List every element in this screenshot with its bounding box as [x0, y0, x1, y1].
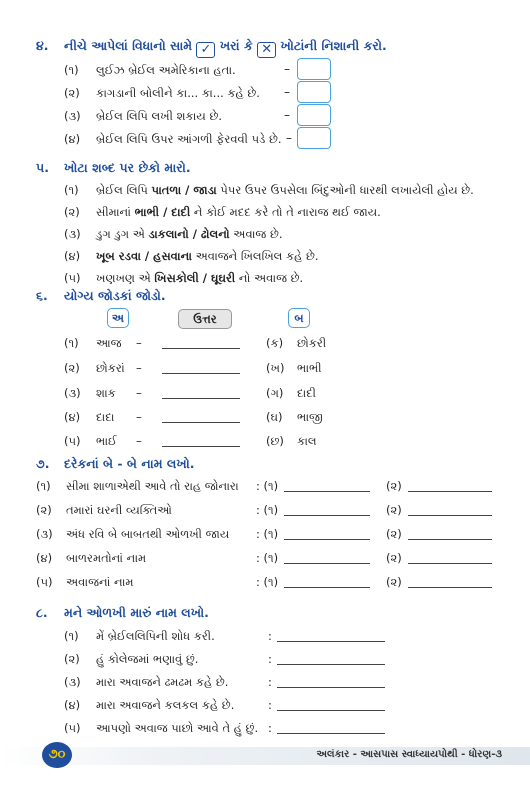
item-number: (૧) — [64, 63, 79, 77]
sentence — [96, 271, 303, 286]
word-choice[interactable]: ખૂબ રડવા / હસવાના — [96, 249, 192, 263]
answer-1-line[interactable] — [284, 563, 370, 564]
option-letter: (ક) — [266, 336, 284, 350]
sentence-prefix: સીમાનાં — [96, 205, 135, 219]
dash: – — [286, 131, 292, 145]
true-false-answer-box[interactable] — [297, 127, 331, 149]
sentence-suffix: પેપર ઉપર ઉપસેલા બિંદુઓની ધારથી લખાયેલી હોય છે. — [216, 183, 474, 197]
sentence — [96, 227, 283, 242]
answer-line[interactable] — [162, 348, 240, 349]
item-number: (૨) — [64, 652, 80, 666]
answer-line[interactable] — [162, 422, 240, 423]
true-false-answer-box[interactable] — [297, 81, 331, 103]
word-choice[interactable]: ભાભી / દાદી — [134, 205, 191, 219]
colon: : — [268, 721, 272, 735]
answer-2-line[interactable] — [408, 563, 492, 564]
answer-1-line[interactable] — [284, 587, 370, 588]
match-left-word: દાદા — [96, 410, 115, 424]
clue-text: આપણો અવાજ પાછો આવે તે હું છું. — [96, 721, 259, 735]
item-number: (૧) — [64, 336, 79, 350]
item-number: (૫) — [64, 271, 81, 285]
answer-line[interactable] — [162, 373, 240, 374]
item-number: (૨) — [64, 361, 80, 375]
match-right-word: ભાજી — [297, 410, 323, 424]
section-5-heading: ૫. ખોટા શબ્દ પર છેકો મારો. — [36, 160, 191, 175]
answer-line[interactable] — [277, 733, 385, 734]
sentence-prefix: ખણખણ એ — [96, 271, 155, 285]
dash: – — [136, 410, 142, 424]
prompt-text: અવાજનાં નામ — [66, 575, 134, 589]
sentence-suffix: અવાજ છે. — [229, 227, 283, 241]
word-choice[interactable]: ડાકલાનો / ઢોલનો — [148, 227, 230, 241]
answer-2-line[interactable] — [408, 491, 492, 492]
match-left-word: છોકરાં — [96, 361, 125, 375]
item-number: (૧) — [36, 479, 51, 493]
colon: : — [268, 698, 272, 712]
answer-2-label: (૨) — [386, 503, 402, 517]
answer-2-label: (૨) — [386, 575, 402, 589]
answer-line[interactable] — [277, 687, 385, 688]
sentence — [96, 249, 319, 264]
item-number: (૩) — [64, 386, 81, 400]
colon: : — [268, 629, 272, 643]
clue-text: મેં બ્રેઈલલિપિની શોધ કરી. — [96, 629, 215, 643]
item-number: (૨) — [36, 503, 52, 517]
match-left-word: ભાઈ — [96, 434, 117, 448]
clue-text: હું કોલેજમાં ભણાવું છું. — [96, 652, 199, 666]
column-answer-label: ઉત્તર — [178, 309, 232, 329]
answer-1-line[interactable] — [284, 515, 370, 516]
answer-1-line[interactable] — [284, 491, 370, 492]
match-left-word: શાક — [96, 386, 116, 400]
answer-2-line[interactable] — [408, 539, 492, 540]
answer-1-label: : (૧) — [256, 575, 279, 589]
sentence — [96, 183, 474, 198]
item-number: (૨) — [64, 205, 80, 219]
prompt-text: તમારાં ઘરની વ્યક્તિઓ — [66, 503, 172, 517]
answer-line[interactable] — [277, 641, 385, 642]
clue-text: મારા અવાજને કલકલ કહે છે. — [96, 698, 235, 712]
dash: – — [136, 361, 142, 375]
section-6-heading: ૬. યોગ્ય જોડકાં જોડો. — [36, 288, 166, 303]
dash: – — [284, 85, 290, 99]
dash: – — [136, 434, 142, 448]
answer-1-label: : (૧) — [256, 503, 279, 517]
answer-2-label: (૨) — [386, 527, 402, 541]
sentence-suffix: ને કોઈ મદદ કરે તો તે નારાજ થઈ જાય. — [190, 205, 381, 219]
true-false-answer-box[interactable] — [297, 104, 331, 126]
item-number: (૪) — [64, 410, 81, 424]
item-number: (૪) — [64, 132, 81, 146]
clue-text: મારા અવાજને ઢમઢમ કહે છે. — [96, 675, 229, 689]
item-number: (૫) — [64, 721, 81, 735]
answer-2-line[interactable] — [408, 515, 492, 516]
statement-text: કાગડાની બોલીને કા... કા... કહે છે. — [96, 86, 260, 100]
answer-line[interactable] — [277, 710, 385, 711]
page-number-badge: ૭૦ — [42, 742, 72, 768]
dash: – — [136, 336, 142, 350]
answer-line[interactable] — [162, 446, 240, 447]
item-number: (૫) — [64, 434, 81, 448]
word-choice[interactable]: પાતળા / જાડા — [151, 183, 217, 197]
book-title: અલંકાર - આસપાસ સ્વાધ્યાયપોથી - ધોરણ-૩ — [316, 749, 502, 760]
answer-2-label: (૨) — [386, 551, 402, 565]
tick-icon: ✓ — [196, 42, 215, 58]
column-a-label: અ — [107, 308, 129, 328]
prompt-text: અંધ રવિ બે બાબતથી ઓળખી જાય — [66, 527, 230, 541]
match-left-word: આજ — [96, 336, 122, 350]
item-number: (૩) — [64, 227, 81, 241]
item-number: (૨) — [64, 86, 80, 100]
page-footer — [0, 742, 530, 770]
section-number: ૪. — [36, 38, 49, 53]
option-letter: (ખ) — [266, 361, 285, 375]
match-right-word: દાદી — [297, 386, 316, 400]
option-letter: (છ) — [266, 434, 284, 448]
answer-line[interactable] — [162, 398, 240, 399]
item-number: (૩) — [36, 527, 53, 541]
dash: – — [284, 62, 290, 76]
item-number: (૩) — [64, 675, 81, 689]
item-number: (૪) — [64, 698, 81, 712]
sentence — [96, 205, 381, 220]
answer-1-label: : (૧) — [256, 479, 279, 493]
word-choice[interactable]: ખિસકોલી / ઘૂઘરી — [154, 271, 236, 285]
sentence-suffix: અવાજને ખિલખિલ કહે છે. — [192, 249, 319, 263]
answer-1-label: : (૧) — [256, 527, 279, 541]
section-8-heading: ૮. મને ઓળખી મારું નામ લખો. — [36, 605, 209, 620]
match-right-word: છોકરી — [297, 336, 327, 350]
sentence-prefix: ડુગ ડુગ એ — [96, 227, 149, 241]
cross-icon: ✕ — [257, 42, 276, 58]
answer-2-label: (૨) — [386, 479, 402, 493]
answer-2-line[interactable] — [408, 587, 492, 588]
answer-line[interactable] — [277, 664, 385, 665]
prompt-text: બાળરમતોનાં નામ — [66, 551, 147, 565]
option-letter: (ઘ) — [266, 410, 283, 424]
statement-text: બ્રેઈલ લિપિ લખી શકાય છે. — [96, 109, 222, 123]
option-letter: (ગ) — [266, 386, 284, 400]
answer-1-line[interactable] — [284, 539, 370, 540]
item-number: (૪) — [64, 249, 81, 263]
statement-text: બ્રેઈલ લિપિ ઉપર આંગળી ફેરવવી પડે છે. — [96, 132, 282, 146]
match-right-word: કાલ — [297, 434, 317, 448]
answer-1-label: : (૧) — [256, 551, 279, 565]
dash: – — [136, 386, 142, 400]
dash: – — [284, 108, 290, 122]
column-b-label: બ — [288, 308, 310, 328]
item-number: (૧) — [64, 183, 79, 197]
item-number: (૧) — [64, 629, 79, 643]
item-number: (૪) — [36, 551, 53, 565]
statement-text: લુઈઝ બ્રેઈલ અમેરિકાના હતા. — [96, 63, 236, 77]
section-4-heading: ૪. નીચે આપેલાં વિધાનો સામે ✓ ખરાં કે ✕ ખોટાંની નિશાની કરો. — [36, 38, 387, 57]
colon: : — [268, 675, 272, 689]
true-false-answer-box[interactable] — [297, 58, 331, 80]
sentence-suffix: નો અવાજ છે. — [235, 271, 304, 285]
match-right-word: ભાભી — [297, 361, 322, 375]
colon: : — [268, 652, 272, 666]
item-number: (૫) — [36, 575, 53, 589]
section-7-heading: ૭. દરેકનાં બે - બે નામ લખો. — [36, 456, 195, 471]
sentence-prefix: બ્રેઈલ લિપિ — [96, 183, 152, 197]
prompt-text: સીમા શાળાએથી આવે તો રાહ જોનારા — [66, 479, 239, 493]
item-number: (૩) — [64, 109, 81, 123]
